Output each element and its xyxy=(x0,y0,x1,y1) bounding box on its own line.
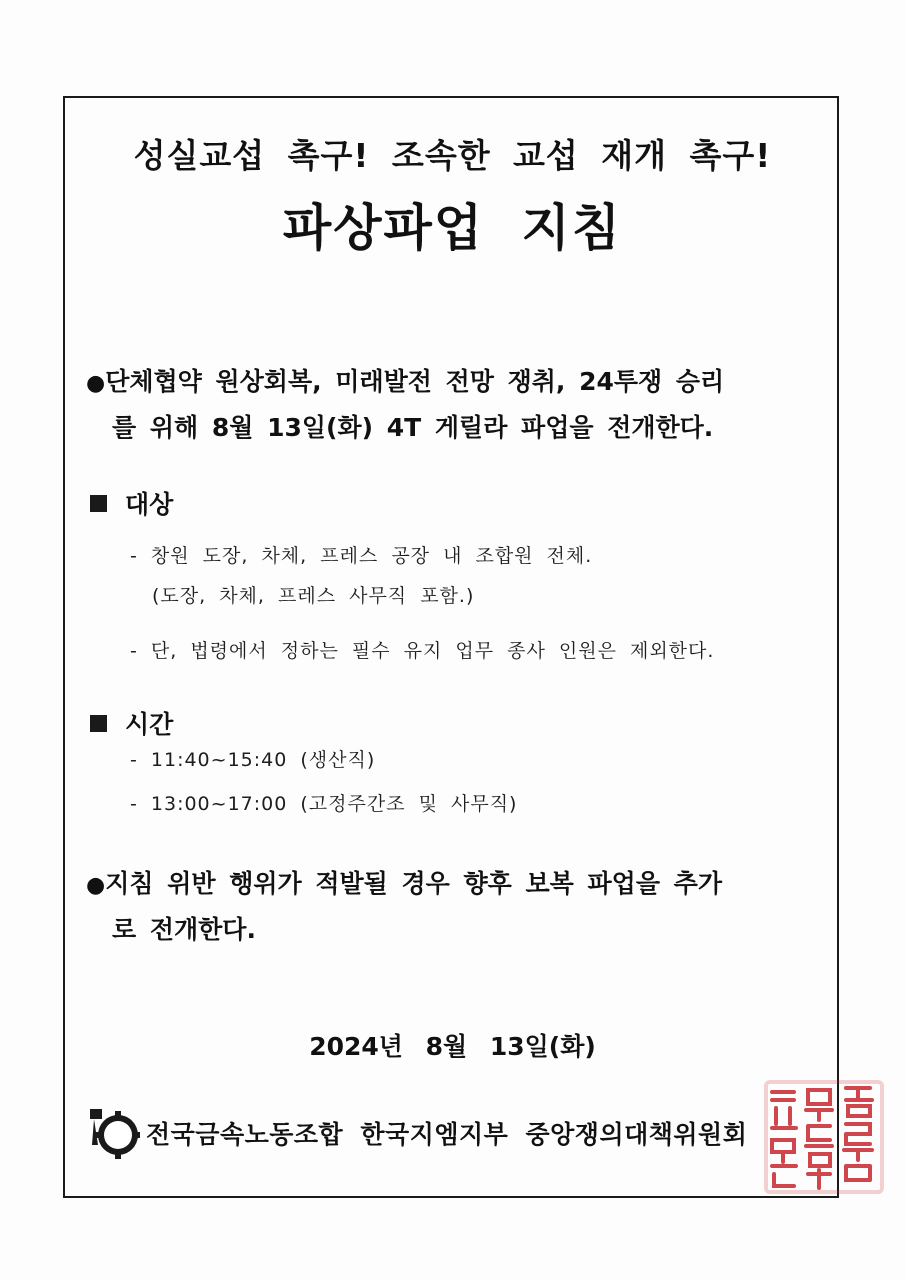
target-item-1: - 창원 도장, 차체, 프레스 공장 내 조합원 전체. xyxy=(130,545,593,567)
official-seal-stamp xyxy=(762,1078,886,1196)
intro-line-2: 를 위해 8월 13일(화) 4T 게릴라 파업을 전개한다. xyxy=(112,413,714,442)
square-bullet-icon xyxy=(90,715,107,732)
headline-demand: 성실교섭 촉구! 조속한 교섭 재개 촉구! xyxy=(133,136,772,175)
bullet-icon: ● xyxy=(86,371,106,396)
intro-line-1: 단체협약 원상회복, 미래발전 전망 쟁취, 24투쟁 승리 xyxy=(105,367,725,396)
square-bullet-icon xyxy=(90,495,107,512)
headline-strike-guideline: 파상파업 지침 xyxy=(282,199,623,257)
metal-union-logo-icon xyxy=(88,1105,140,1161)
intro-paragraph xyxy=(86,360,836,450)
section-heading-target xyxy=(90,485,173,521)
target-item-2: - 단, 법령에서 정하는 필수 유지 업무 종사 인원은 제외한다. xyxy=(130,640,715,662)
warning-paragraph xyxy=(86,862,836,952)
section-heading-target-label: 대상 xyxy=(125,490,174,519)
bullet-icon: ● xyxy=(86,873,106,898)
time-item-2: - 13:00~17:00 (고정주간조 및 사무직) xyxy=(130,793,518,815)
section-heading-time-label: 시간 xyxy=(125,710,174,739)
document-date: 2024년 8월 13일(화) xyxy=(309,1032,596,1061)
time-item-1: - 11:40~15:40 (생산직) xyxy=(130,749,376,771)
footer-signature xyxy=(88,1105,747,1161)
warning-line-1: 지침 위반 행위가 적발될 경우 향후 보복 파업을 추가 xyxy=(105,869,722,898)
warning-line-2: 로 전개한다. xyxy=(112,915,256,944)
target-item-1-sub: (도장, 차체, 프레스 사무직 포함.) xyxy=(152,585,475,607)
section-heading-time xyxy=(90,705,173,741)
organization-name: 전국금속노동조합 한국지엠지부 중앙쟁의대책위원회 xyxy=(146,1120,748,1149)
